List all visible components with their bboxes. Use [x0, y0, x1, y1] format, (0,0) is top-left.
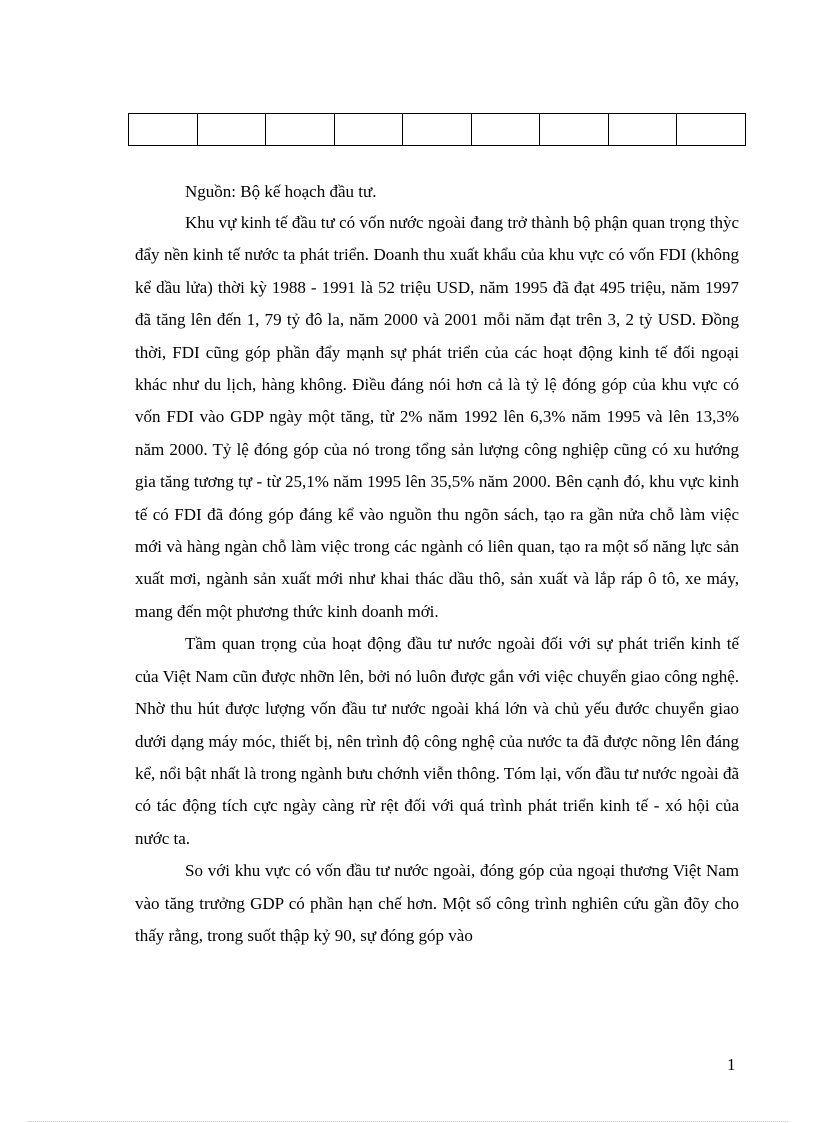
table-cell [540, 114, 609, 146]
table-cell [677, 114, 746, 146]
table-cell [266, 114, 335, 146]
table-cell [197, 114, 266, 146]
page-divider [28, 1121, 788, 1122]
paragraph: Khu vự kinh tế đầu tư có vốn nước ngoài đang trở thành bộ phận quan trọng thỳc đẩy nền kinh tế nước ta phát triển. Doanh thu xuất khẩu của khu vực có vốn FDI (không kể dầu lửa) thời kỳ 1988 - 1991 là 52 triệu USD, năm 1995 đã đạt 495 triệu, năm 1997 đã tăng lên đến 1, 79 tỷ đô la, năm 2000 và 2001 mỗi năm đạt trên 3, 2 tỷ USD. Đồng thời, FDI cũng góp phần đẩy mạnh sự phát triển của các hoạt động kinh tế đối ngoại khác như du lịch, hàng không. Điều đáng nói hơn cả là tỷ lệ đóng góp của khu vực có vốn FDI vào GDP ngày một tăng, từ 2% năm 1992 lên 6,3% năm 1995 và lên 13,3% năm 2000. Tỷ lệ đóng góp của nó trong tổng sản lượng công nghiệp cũng có xu hướng gia tăng tương tự - từ 25,1% năm 1995 lên 35,5% năm 2000. Bên cạnh đó, khu vực kinh tế có FDI đã đóng góp đáng kể vào nguồn thu ngõn sách, tạo ra gần nửa chỗ làm việc mới và hàng ngàn chỗ làm việc trong các ngành có liên quan, tạo ra một số năng lực sản xuất mơi, ngành sản xuất mới như khai thác dầu thô, sản xuất và lắp ráp ô tô, xe máy, mang đến một phương thức kinh doanh mới. [135, 213, 739, 621]
paragraph: Tầm quan trọng của hoạt động đầu tư nước ngoài đối với sự phát triển kinh tế của Việt Nam cũn được nhỡn lên, bởi nó luôn được gắn với việc chuyển giao công nghệ. Nhờ thu hút được lượng vốn đầu tư nước ngoài khá lớn và chủ yếu đước chuyển giao dưới dạng máy móc, thiết bị, nên trình độ công nghệ của nước ta đã được nõng lên đáng kể, nổi bật nhất là trong ngành bưu chớnh viễn thông. Tóm lại, vốn đầu tư nước ngoài đã có tác động tích cực ngày càng rừ rệt đối với quá trình phát triển kinh tế - xó hội của nước ta. [135, 634, 739, 848]
table-cell [403, 114, 472, 146]
source-note: Nguồn: Bộ kế hoạch đầu tư. [185, 182, 377, 201]
paragraph: So với khu vực có vốn đầu tư nước ngoài, đóng góp của ngoại thương Việt Nam vào tăng trưởng GDP có phần hạn chế hơn. Một số công trình nghiên cứu gần đõy cho thấy rằng, trong suốt thập kỷ 90, sự đóng góp vào [135, 861, 739, 945]
body-text [135, 207, 739, 952]
table-cell [471, 114, 540, 146]
table-cell [334, 114, 403, 146]
empty-table [128, 113, 746, 146]
table-cell [608, 114, 677, 146]
page-number: 1 [727, 1055, 736, 1074]
table-cell [129, 114, 198, 146]
table-row [129, 114, 746, 146]
